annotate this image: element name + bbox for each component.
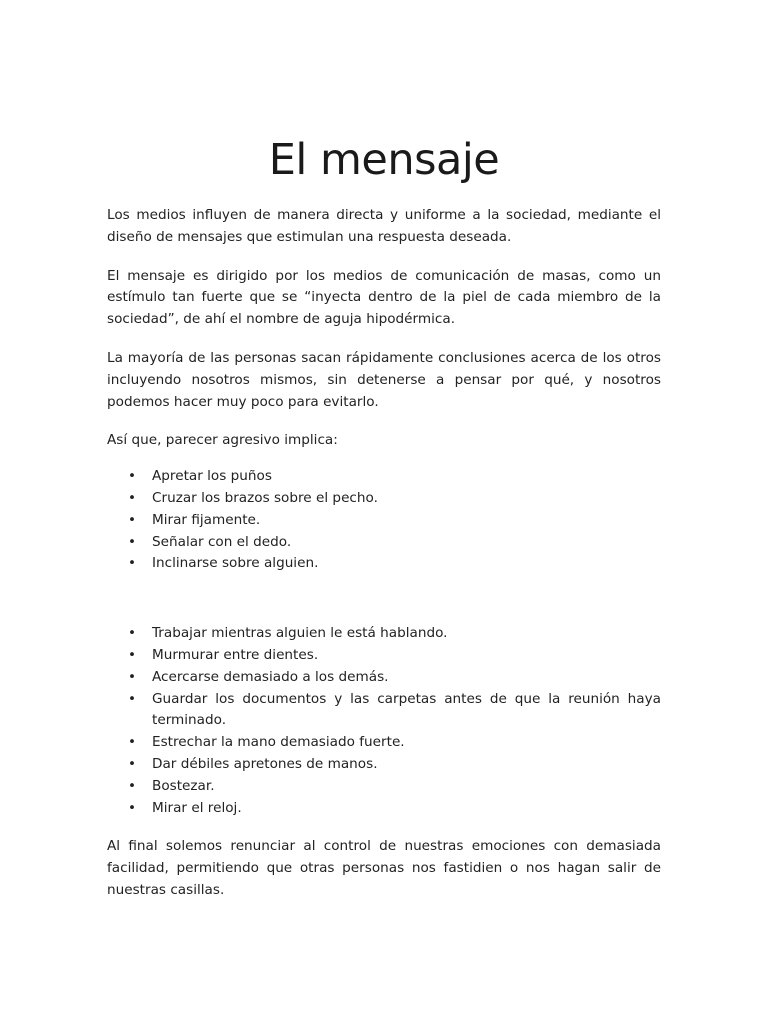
list-item: • Mirar el reloj. (107, 798, 661, 820)
bullet-list-behaviors (107, 623, 661, 819)
list-item: • Cruzar los brazos sobre el pecho. (107, 488, 661, 510)
document-body (107, 205, 661, 919)
list-item: • Apretar los puños (107, 466, 661, 488)
list-item: • Guardar los documentos y las carpetas antes de que la reunión haya terminado. (107, 689, 661, 733)
closing-paragraph: Al final solemos renunciar al control de nuestras emociones con demasiada facilidad, permitiendo que otras personas nos fastidien o nos hagan salir de nuestras casillas. (107, 838, 661, 898)
list-item: • Señalar con el dedo. (107, 532, 661, 554)
paragraph: La mayoría de las personas sacan rápidamente conclusiones acerca de los otros incluyendo nosotros mismos, sin detenerse a pensar por qué, y nosotros podemos hacer muy poco para evitarlo. (107, 349, 661, 410)
paragraph: El mensaje es dirigido por los medios de comunicación de masas, como un estímulo tan fuerte que se “inyecta dentro de la piel de cada miembro de la sociedad”, de ahí el nombre de aguja hipodérmica. (107, 267, 661, 328)
document-title: El mensaje (268, 135, 500, 185)
list-item: • Dar débiles apretones de manos. (107, 754, 661, 776)
list-item: • Acercarse demasiado a los demás. (107, 667, 661, 689)
paragraph: Los medios influyen de manera directa y uniforme a la sociedad, mediante el diseño de mensajes que estimulan una respuesta deseada. (107, 207, 661, 245)
list-item: • Mirar fijamente. (107, 510, 661, 532)
list-item: • Murmurar entre dientes. (107, 645, 661, 667)
list-item: • Estrechar la mano demasiado fuerte. (107, 732, 661, 754)
bullet-list-aggressive (107, 466, 661, 575)
paragraph: Así que, parecer agresivo implica: (107, 432, 338, 449)
list-item: • Trabajar mientras alguien le está hablando. (107, 623, 661, 645)
list-item: • Inclinarse sobre alguien. (107, 553, 661, 575)
list-item: • Bostezar. (107, 776, 661, 798)
